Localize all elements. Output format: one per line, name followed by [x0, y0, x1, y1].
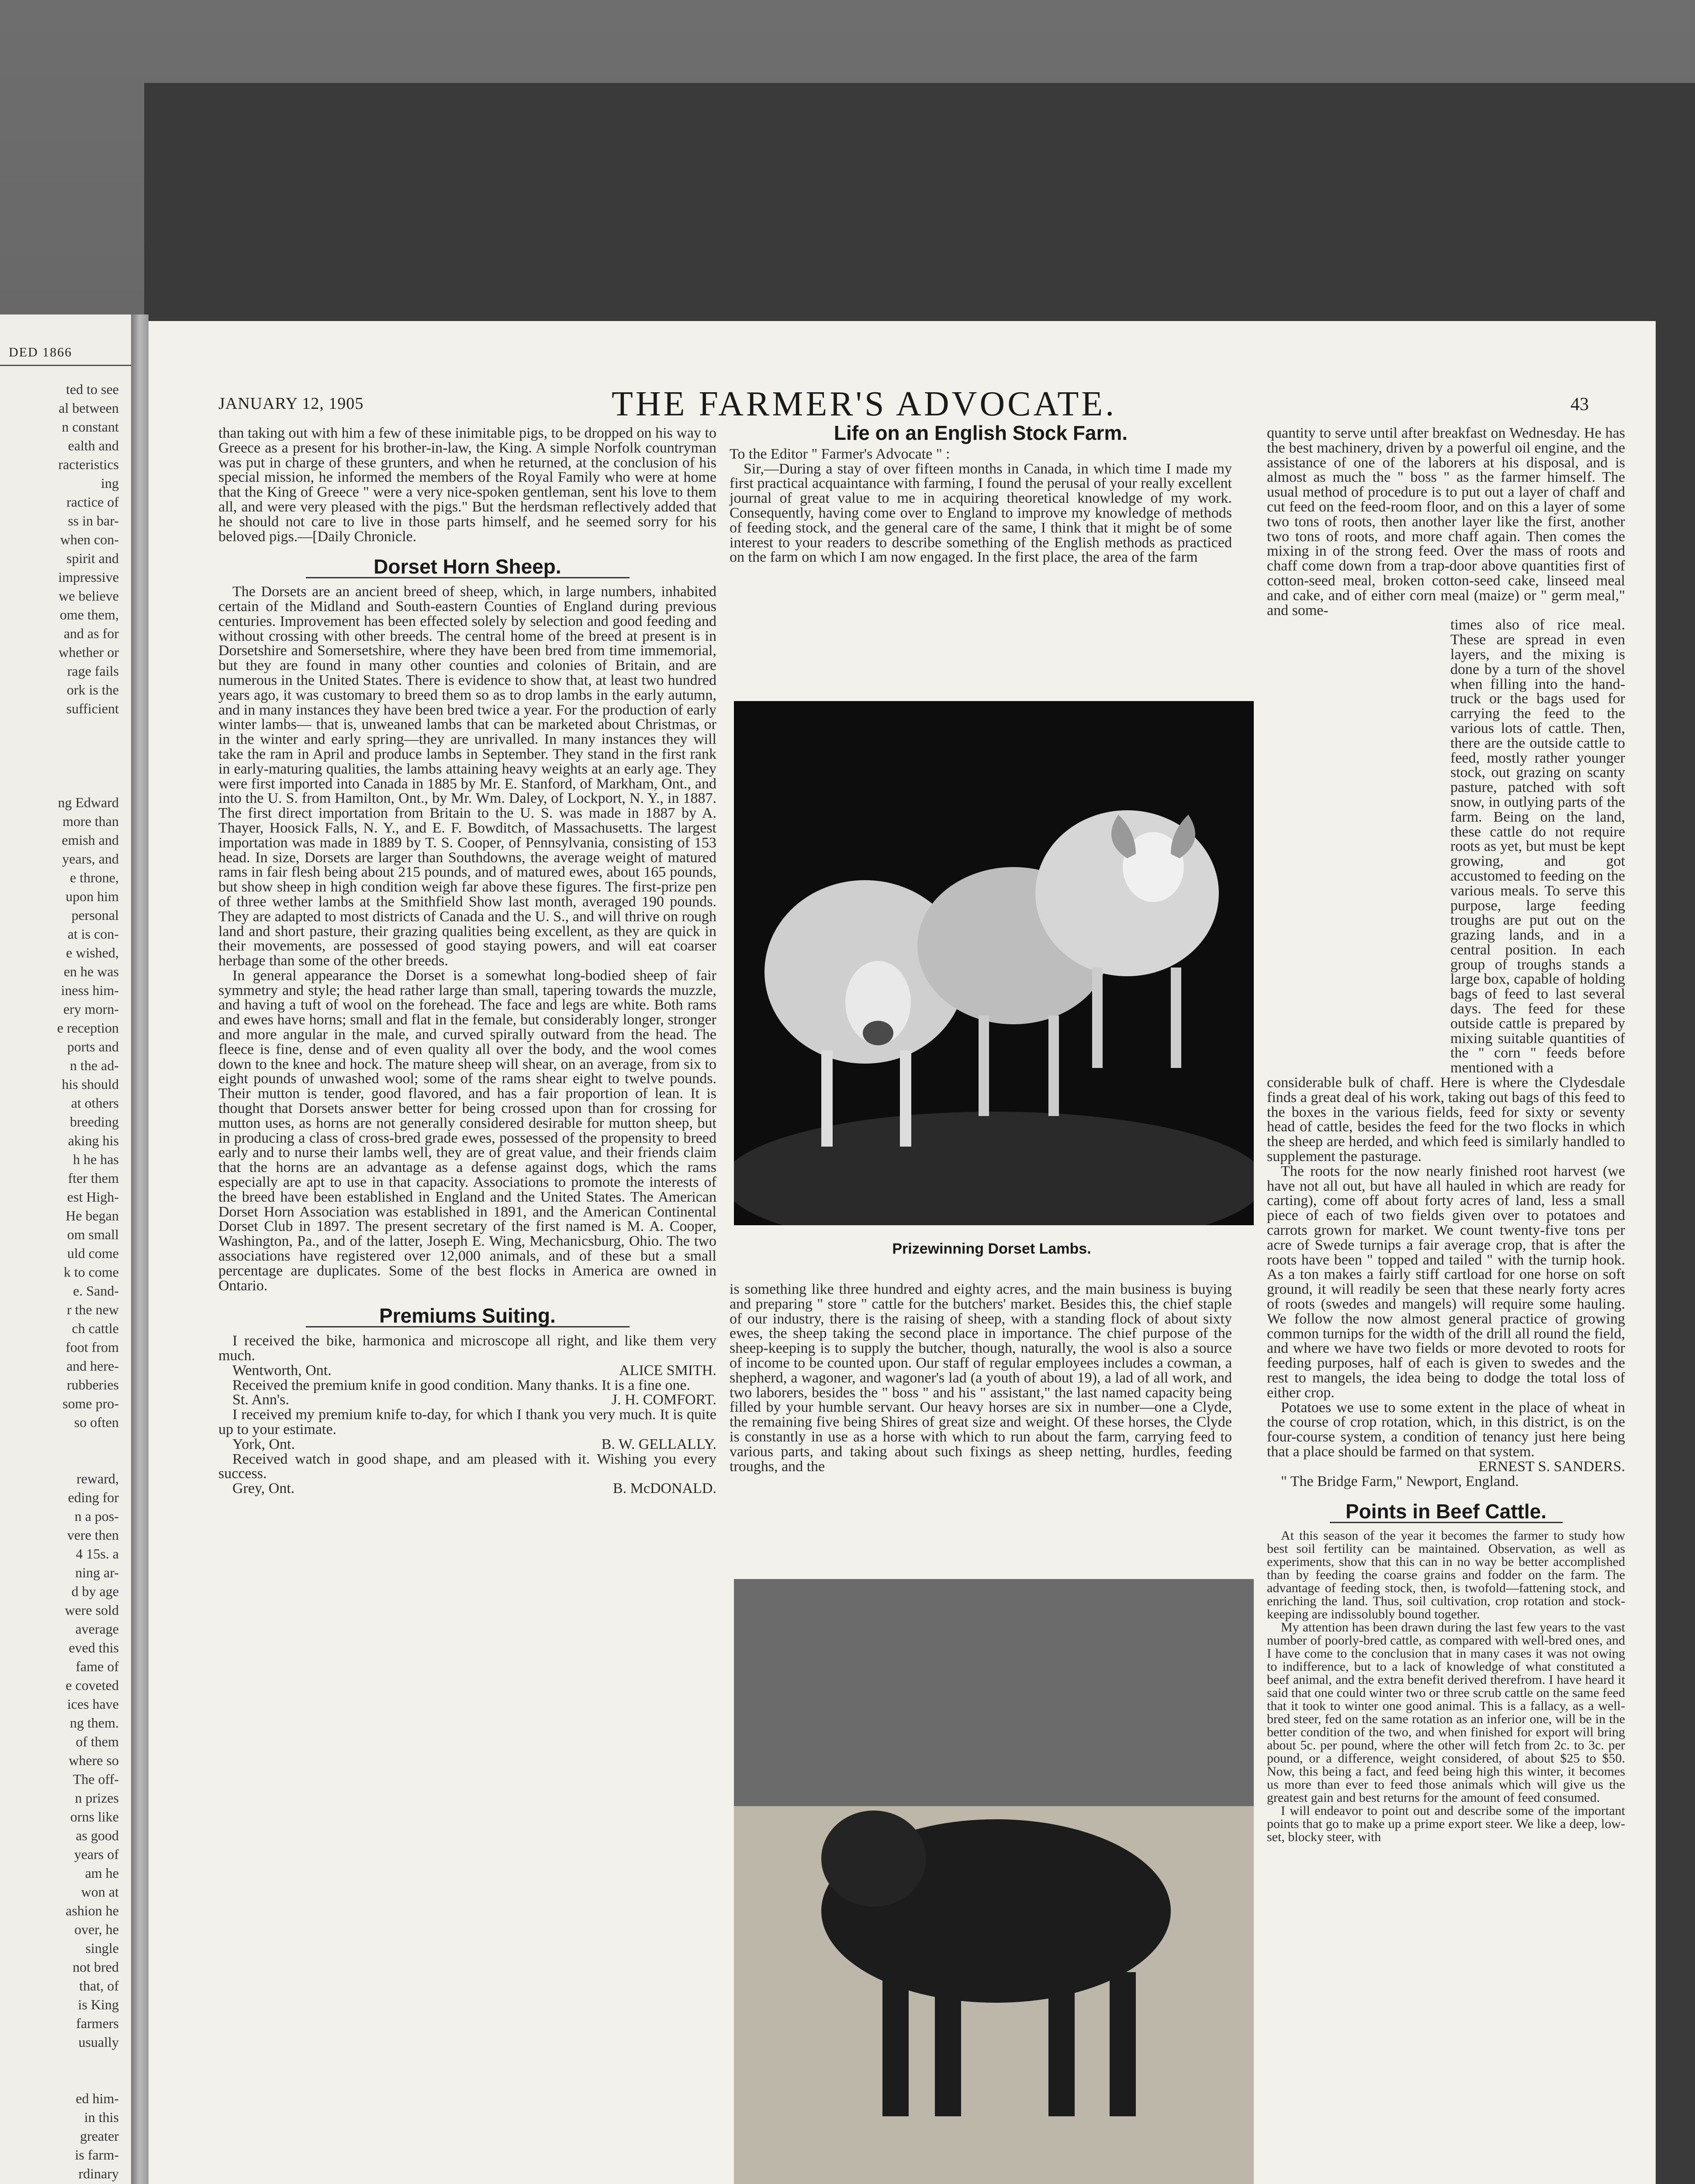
previous-page-line: rubberies: [66, 1377, 119, 1393]
previous-page-line: upon him: [66, 888, 119, 904]
premiums-heading-text: Premiums Suiting.: [379, 1304, 556, 1327]
previous-page-line: al between: [59, 400, 119, 416]
author-signature: ERNEST S. SANDERS.: [1478, 1458, 1625, 1475]
premium-place: Wentworth, Ont.: [232, 1362, 332, 1379]
narrow-column-beside-cow: [1450, 618, 1625, 1075]
dorset-paragraph-2: In general appearance the Dorset is a somewhat long-bodied sheep of fair symmetry and style; the head rather large than small, tapering towards the muzzle, and having a tuft of wool on the forehead. The face and legs are white. Both rams and ewes have horns; small and flat in the female, but considerably longer, stronger and more angular in the male, and curved spirally outward from the head. The fleece is fine, dense and of even quality all over the body, and the wool comes down to the knee and hock. The mature sheep will shear, on an average, from six to eight pounds of unwashed wool; some of the rams shear eight to twelve pounds. Their mutton is tender, good flavored, and has a fair proportion of lean. It is thought that Dorsets answer better for being crossed upon than for crossing for mutton uses, as horns are not generally considered desirable for mutton sheep, but in producing a class of cross-bred grade ewes, possessed of the propensity to breed early and to nurse their lambs well, they are of great value, and their friends claim that the horns are an advantage as a defense against dogs, which the rams especially are apt to use in that capacity. Associations to promote the interests of the breed have been established in England and the United States. The American Dorset Horn Association was established in 1891, and the American Continental Dorset Club in 1897. The present secretary of the first named is M. A. Cooper, Washington, Pa., and of the latter, Joseph E. Wing, Mechanicsburg, Ohio. The two associations have registered over 12,000 animals, and of these but a small percentage are duplicates. Some of the best flocks in America are owned in Ontario.: [218, 967, 716, 1294]
stock-farm-text: considerable bulk of chaff. Here is where the Clydesdale finds a great deal of his work, taking out bags of this feed to the boxes in the various fields, feed for sixty or seventy head of cattle, besides the feed for the two flocks in which the sheep are herded, and which feed is similarly handled to supplement the pasturage.: [1267, 1075, 1625, 1165]
previous-page-line: rage fails: [67, 663, 119, 679]
premium-letter: [218, 1452, 716, 1496]
premium-name: J. H. COMFORT.: [611, 1392, 716, 1408]
previous-page-line: in this: [84, 2109, 119, 2125]
previous-page-line: ng them.: [70, 1715, 119, 1731]
previous-page-line: ractice of: [66, 494, 119, 510]
previous-page-line: ports and: [67, 1039, 119, 1054]
previous-page-line: [0, 774, 119, 793]
stock-farm-text: times also of rice meal. These are spread in even layers, and the mixing is done by a turn of the shovel when filling into the hand-truck or the bags used for carrying the feed to the various lots of cattle. Then, there are the outside cattle to feed, mostly rather younger stock, out grazing on scanty pasture, patched with soft snow, in outlying parts of the farm. Being on the land, these cattle do not require roots as yet, but must be kept growing, and got accustomed to feeding on the various meals. To serve this purpose, large feeding troughs are put out on the grazing lands, and in a central position. In each group of troughs stands a large box, capable of holding bags of feed to last several days. The feed for these outside cattle is prepared by mixing suitable quantities of the " corn " feeds before mentioned with a: [1450, 617, 1625, 1076]
previous-page-line: foot from: [66, 1339, 119, 1355]
previous-page-line: at others: [71, 1095, 119, 1111]
previous-page-line: ss in bar-: [68, 513, 119, 529]
previous-page-line: where so: [69, 1752, 119, 1768]
previous-page-line: ashion he: [66, 1903, 119, 1918]
previous-page-line: and here-: [66, 1358, 119, 1374]
previous-page-line: orns like: [70, 1809, 119, 1825]
previous-page-line: sufficient: [66, 701, 119, 716]
previous-page-fragment: [0, 314, 131, 2184]
previous-page-line: 4 15s. a: [76, 1546, 119, 1562]
previous-page-line: personal: [71, 907, 119, 923]
previous-page-line: years of: [74, 1846, 119, 1862]
dorset-heading-text: Dorset Horn Sheep.: [374, 555, 561, 578]
previous-page-line: emish and: [62, 832, 119, 848]
premium-letter: [218, 1378, 716, 1408]
previous-page-line: when con-: [60, 532, 119, 547]
previous-page-line: ery morn-: [63, 1001, 119, 1017]
previous-page-line: years, and: [62, 851, 119, 867]
previous-page-line: over, he: [74, 1921, 119, 1937]
previous-page-line: [0, 2070, 119, 2089]
previous-page-text: [0, 380, 131, 2184]
previous-page-rule: [0, 365, 131, 366]
previous-page-line: ork is the: [66, 682, 119, 698]
previous-page-line: n constant: [62, 419, 119, 435]
previous-page-line: fter them: [68, 1170, 119, 1186]
previous-page-line: ng Edward: [58, 795, 119, 810]
premium-letter-signoff: [218, 1437, 716, 1452]
page-number: 43: [1570, 394, 1589, 415]
previous-page-line: ices have: [67, 1696, 119, 1712]
previous-page-line: greater: [80, 2128, 119, 2144]
dorset-lambs-caption: Prizewinning Dorset Lambs.: [892, 1241, 1091, 1257]
running-head: [218, 384, 1656, 424]
column-3: [1267, 426, 1625, 1844]
previous-page-line: ome them,: [59, 607, 119, 622]
previous-page-line: ealth and: [68, 438, 119, 453]
previous-page-line: at is con-: [67, 926, 119, 942]
previous-page-line: whether or: [59, 644, 119, 660]
previous-page-line: breeding: [70, 1114, 119, 1130]
stock-farm-intro: Sir,—During a stay of over fifteen months in Canada, in which time I made my first practical acquaintance with farming, I found the perusal of your really excellent journal of great value to me in acquiring theoretical knowledge of my work. Consequently, having come over to England to improve my knowledge of methods of feeding stock, and the general care of the same, I think that it might be of some interest to your readers to describe something of the English methods as practiced on the farm on which I am now engaged. In the first place, the area of the farm: [730, 460, 1232, 566]
previous-page-line: iness him-: [61, 982, 119, 998]
previous-page-line: eved this: [69, 1640, 119, 1655]
previous-page-line: some pro-: [62, 1396, 119, 1411]
stock-farm-heading-text: Life on an English Stock Farm.: [834, 422, 1128, 444]
previous-page-line: not bred: [73, 1959, 119, 1975]
continued-article-text: than taking out with him a few of these inimitable pigs, to be dropped on his way to Greece as a present for his brother-in-law, the King. A simple Norfolk countryman was put in charge of these grunters, and when he returned, at the conclusion of his special mission, he informed the members of the Royal Family who were at home that the King of Greece " were a very nice-spoken gentleman, sent his love to them all, and were very pleased with the pigs." But the herdsman reflectively added that he should not care to live in those parts himself, and he seemed sorry for his beloved pigs.—[Daily Chronicle.: [218, 425, 716, 545]
previous-page-line: usually: [78, 2034, 119, 2050]
shorthorn-heifer-photo: [734, 1579, 1254, 2184]
premium-letter-signoff: [218, 1393, 716, 1407]
previous-page-line: h he has: [73, 1151, 119, 1167]
previous-page-line: we believe: [59, 588, 119, 604]
premiums-heading: [218, 1304, 716, 1327]
previous-page-line: ch cattle: [72, 1320, 119, 1336]
sheep-illustration: [734, 701, 1254, 1225]
beef-cattle-heading-text: Points in Beef Cattle.: [1345, 1500, 1547, 1523]
previous-page-line: [0, 756, 119, 774]
previous-page-line: his should: [62, 1076, 119, 1092]
beef-cattle-paragraph: At this season of the year it becomes the farmer to study how best soil fertility can be maintained. Observation, as well as experiments, show that this can in no way be better accomplished than by feeding the coarse grains and fodder on the farm. The advantage of feeding stock, then, is twofold—fattening stock, and enriching the land. Thus, soil cultivation, crop rotation and stock-keeping are indissolubly bound together.: [1267, 1528, 1625, 1622]
previous-page-line: impressive: [58, 569, 119, 585]
premium-letter-signoff: [218, 1481, 716, 1496]
stock-farm-heading: [730, 422, 1232, 444]
premium-name: ALICE SMITH.: [619, 1362, 716, 1379]
dorset-paragraph-1: The Dorsets are an ancient breed of sheep, which, in large numbers, inhabited certain of the Midland and South-eastern Counties of England during previous centuries. Improvement has been effected solely by selection and good feeding and without crossing with other breeds. The central home of the breed at present is in Dorsetshire and Somersetshire, where they have been bred from time immemorial, but they are found in many other counties and colonies of Britain, and are numerous in the United States. There is evidence to show that, at least two hundred years ago, it was customary to breed them so as to drop lambs in the early autumn, and in many instances they have been bred twice a year. For the production of early winter lambs— that is, unweaned lambs that can be marketed about Christmas, or in the winter and early spring—they are unrivalled. In many instances they will take the ram in April and produce lambs in September. They stand in the first rank in early-maturing qualities, the lambs attaining heavy weights at an early age. They were first imported into Canada in 1885 by Mr. E. Stanford, of Markham, Ont., and into the U. S. from Hamilton, Ont., by Mr. Wm. Daley, of Lockport, N. Y., in 1887. The first direct importation from Britain to the U. S. was made in 1887 by A. Thayer, Hoosick Falls, N. Y., and E. F. Bowditch, of Massachusetts. The largest importation was made in 1889 by T. S. Cooper, of Pennsylvania, consisting of 153 head. In size, Dorsets are larger than Southdowns, the average weight of matured rams in fair flesh being about 215 pounds, and of matured ewes, about 165 pounds, but show sheep in high condition weigh far above these figures. The first-prize pen of three wether lambs at the Smithfield Show last month, averaged 190 pounds. They are adapted to most districts of Canada and the U. S., and will thrive on rough land and short pasture, their grazing qualities being excellent, as they are quick in their movements, are possessed of good staying powers, and will eat coarser herbage than some of the other breeds.: [218, 584, 716, 969]
previous-page-running-head: DED 1866: [9, 345, 73, 359]
binding-gutter: [131, 314, 149, 2184]
previous-page-line: [0, 737, 119, 756]
newspaper-page: [149, 321, 1656, 2184]
previous-page-line: average: [75, 1621, 119, 1637]
premium-letter-text: Received the premium knife in good condition. Many thanks. It is a fine one.: [232, 1377, 691, 1393]
dorset-heading: [218, 555, 716, 578]
previous-page-line: racteristics: [58, 456, 119, 472]
stock-farm-text: quantity to serve until after breakfast on Wednesday. He has the best machinery, driven by a powerful oil engine, and the assistance of one of the laborers at his disposal, and is almost as much the " boss " as the farmer himself. The usual method of procedure is to put out a layer of chaff and cut feed on the feed-room floor, and on this a layer of some two tons of roots, then another layer like the first, another two tons of roots, and more chaff again. Then comes the mixing in of the strong feed. Over the mass of roots and chaff come down from a trap-door above quantities first of cotton-seed meal, broken cotton-seed cake, linseed meal and cake, and of either corn meal (maize) or " germ meal," and some-: [1267, 425, 1625, 619]
previous-page-line: were sold: [65, 1602, 119, 1618]
beef-cattle-article: [1267, 1529, 1625, 1844]
previous-page-line: k to come: [63, 1264, 119, 1280]
previous-page-line: n a pos-: [74, 1508, 119, 1524]
premium-letter-signoff: [218, 1363, 716, 1378]
column-2-middle: [730, 1282, 1232, 1474]
previous-page-line: e reception: [57, 1020, 119, 1036]
previous-page-line: [0, 1432, 119, 1451]
previous-page-line: e wished,: [66, 945, 119, 961]
stock-farm-text: Potatoes we use to some extent in the place of wheat in the course of crop rotation, which, in this district, is on the four-course system, a condition of tenancy just here being that a place should be farmed on that system.: [1267, 1399, 1625, 1460]
premium-place: Grey, Ont.: [232, 1480, 295, 1497]
previous-page-line: om small: [67, 1227, 119, 1242]
previous-page-line: n the ad-: [70, 1057, 119, 1073]
author-address: " The Bridge Farm," Newport, England.: [1281, 1473, 1519, 1489]
premium-name: B. W. GELLALLY.: [601, 1436, 716, 1452]
masthead-title: THE FARMER'S ADVOCATE.: [612, 385, 1117, 423]
previous-page-line: d by age: [71, 1583, 119, 1599]
previous-page-line: [0, 2052, 119, 2070]
previous-page-line: as good: [76, 1828, 119, 1843]
premium-letter: [218, 1407, 716, 1451]
stock-farm-text: The roots for the now nearly finished root harvest (we have not all out, but have all hauled in which are ready for carting), come off about forty acres of land, less a small piece of each of two fields given over to potatoes and carrots grown for market. We count twenty-five tons per acre of Swede turnips a fair average crop, that is after the roots have been " topped and tailed " with the turnip hook. As a ton makes a fairly stiff cartload for one horse on soft ground, it will readily be seen that these nearly forty acres of roots (swedes and mangels) will require some hauling. We follow the now almost general practice of growing common turnips for the width of the drill all round the field, and where we have two fields or more devoted to roots for feeding purposes, half of each is given to swedes and the rest to mangels, the idea being to dodge the total loss of either crop.: [1267, 1163, 1625, 1401]
previous-page-line: farmers: [76, 2015, 119, 2031]
premium-name: B. McDONALD.: [612, 1480, 716, 1497]
beef-cattle-heading: [1267, 1500, 1625, 1523]
premium-letter-text: I received my premium knife to-day, for which I thank you very much. It is quite up to your estimate.: [218, 1406, 716, 1438]
previous-page-line: ning ar-: [75, 1565, 119, 1580]
previous-page-line: of them: [76, 1734, 119, 1749]
issue-date: JANUARY 12, 1905: [218, 394, 364, 413]
previous-page-line: e. Sand-: [73, 1283, 119, 1299]
premium-letter: [218, 1334, 716, 1378]
previous-page-line: ing: [101, 475, 119, 491]
beef-cattle-paragraph: My attention has been drawn during the last few years to the vast number of poorly-bred cattle, as compared with well-bred ones, and I have come to the conclusion that in many cases it was not owing to indifference, but to a lack of knowledge of what constituted a beef animal, and the extra benefit derived therefrom. I have heard it said that one could winter two or three scrub cattle on the same feed that it took to winter one good animal. This is a fallacy, as a well-bred steer, fed on the same rotation as an inferior one, will be in the better condition of the two, and when finished for export will bring about 5c. per pound, where the other will fetch from 2c. to 3c. per pound, or a difference, weight considered, of about $25 to $50. Now, this being a fact, and feed being high this winter, it becomes us more than ever to feed those animals which will give us the greatest gain and best returns for the amount of feed consumed.: [1267, 1620, 1625, 1805]
previous-page-line: won at: [81, 1884, 119, 1900]
previous-page-line: ed him-: [76, 2091, 119, 2106]
previous-page-line: more than: [62, 813, 119, 829]
premium-place: York, Ont.: [232, 1436, 295, 1452]
previous-page-line: He began: [66, 1208, 119, 1223]
previous-page-line: e coveted: [66, 1677, 119, 1693]
previous-page-line: rdinary: [78, 2166, 119, 2181]
previous-page-line: so often: [74, 1414, 119, 1430]
premium-letter-text: I received the bike, harmonica and microscope all right, and like them very much.: [218, 1333, 716, 1364]
previous-page-line: and as for: [63, 625, 119, 641]
previous-page-line: [0, 1451, 119, 1469]
column-1: [218, 426, 716, 1496]
previous-page-line: n prizes: [75, 1790, 119, 1806]
previous-page-line: e throne,: [70, 870, 119, 885]
previous-page-line: ted to see: [66, 381, 119, 397]
previous-page-line: aking his: [68, 1133, 119, 1148]
column-2-top: [730, 422, 1232, 566]
previous-page-line: uld come: [67, 1245, 119, 1261]
previous-page-line: is farm-: [75, 2147, 119, 2163]
previous-page-line: eding for: [68, 1489, 119, 1505]
previous-page-line: reward,: [76, 1471, 119, 1486]
previous-page-line: spirit and: [66, 550, 119, 566]
salutation: To the Editor " Farmer's Advocate " :: [730, 446, 950, 462]
premium-place: St. Ann's.: [232, 1392, 289, 1408]
previous-page-line: fame of: [76, 1659, 119, 1674]
dorset-lambs-photo: [734, 701, 1254, 1225]
previous-page-line: en he was: [63, 964, 119, 979]
stock-farm-continued: is something like three hundred and eighty acres, and the main business is buying and preparing " store " cattle for the butchers' market. Besides this, the chief staple of our industry, there is the raising of sheep, with a standing flock of about sixty ewes, the sheep taking the second place in importance. The chief purpose of the sheep-keeping is to supply the butcher, though, naturally, the wool is also a source of income to be counted upon. Our staff of regular employees includes a cowman, a shepherd, a wagoner, and wagoner's lad (a youth of about 19), a lad of all work, and two laborers, besides the " boss " and his " assistant," the last named capacity being filled by your humble servant. Our heavy horses are six in number—one a Clyde, the remaining five being Shires of great size and weight. Of these horses, the Clyde is constantly in use as a horse with which to run about the farm, carrying feed to various parts, and taking about such fixings as sheep netting, hurdles, feeding troughs, and the: [730, 1281, 1232, 1475]
previous-page-line: that, of: [79, 1978, 119, 1994]
previous-page-line: is King: [78, 1997, 119, 2012]
previous-page-line: am he: [85, 1865, 119, 1881]
previous-page-line: r the new: [66, 1302, 119, 1317]
previous-page-line: [0, 718, 119, 737]
heifer-illustration: [734, 1579, 1254, 2184]
previous-page-line: The off-: [73, 1771, 119, 1787]
premium-letter-text: Received watch in good shape, and am pleased with it. Wishing you every success.: [218, 1451, 716, 1482]
beef-cattle-paragraph: I will endeavor to point out and describe some of the important points that go to make up a prime export steer. We like a deep, low-set, blocky steer, with: [1267, 1804, 1625, 1845]
previous-page-line: est High-: [67, 1189, 119, 1205]
previous-page-line: single: [85, 1940, 119, 1956]
previous-page-line: vere then: [67, 1527, 119, 1543]
